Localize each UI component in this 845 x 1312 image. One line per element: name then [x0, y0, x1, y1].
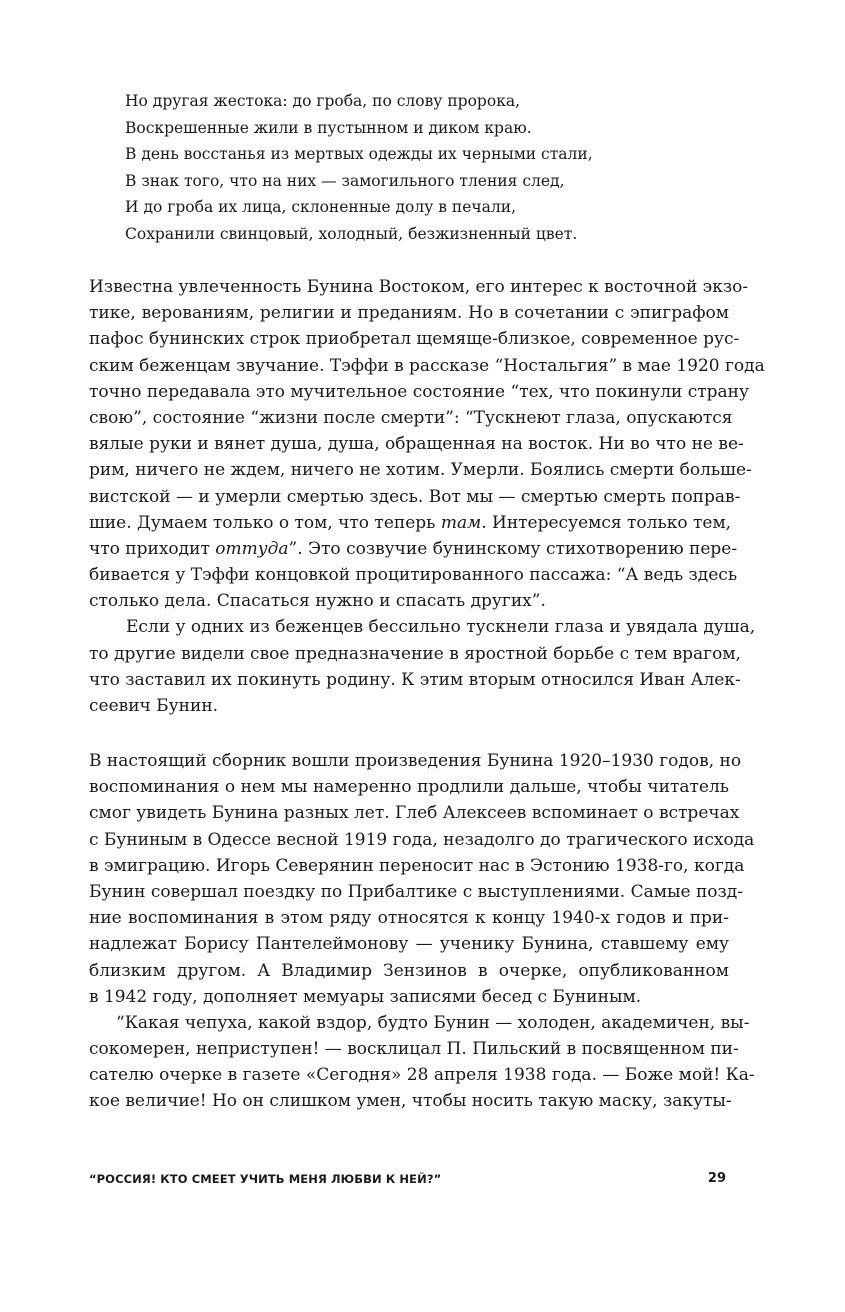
- paragraph: [89, 748, 755, 1010]
- text-line: [89, 536, 738, 562]
- poem-line: В день восстанья из мертвых одежды их черными стали,: [125, 145, 593, 164]
- text-line: Известна увлеченность Бунина Востоком, его интерес к восточной экзо-: [89, 277, 749, 297]
- text-segment: что приходит: [89, 538, 216, 559]
- text-line: Бунин совершал поездку по Прибалтике с выступлениями. Самые позд-: [89, 881, 744, 902]
- paragraph: [89, 274, 765, 614]
- text-line: в 1942 году, дополняет мемуары записями бесед с Буниным.: [89, 986, 642, 1007]
- page-footer: [89, 1172, 729, 1196]
- text-line: столько дела. Спасаться нужно и спасать других”.: [89, 591, 546, 612]
- text-line: воспоминания о нем мы намеренно продлили дальше, чтобы читатель: [89, 777, 729, 798]
- text-line: сокомерен, неприступен! — восклицал П. Пильский в посвященном пи-: [89, 1039, 739, 1060]
- italic-word: там: [440, 512, 482, 533]
- text-line: сателю очерке в газете «Сегодня» 28 апреля 1938 года. — Боже мой! Ка-: [89, 1065, 755, 1086]
- paragraph: [89, 614, 756, 719]
- text-line: свою”, состояние “жизни после смерти”: “Тускнеют глаза, опускаются: [89, 407, 733, 428]
- body-text-block-2: [89, 748, 755, 1115]
- paragraph: [89, 1010, 755, 1115]
- text-line: “Какая чепуха, какой вздор, будто Бунин — холоден, академичен, вы-: [116, 1012, 750, 1033]
- text-line: то другие видели свое предназначение в яростной борьбе с тем врагом,: [89, 643, 741, 664]
- text-line: тике, верованиям, религии и преданиям. Но в сочетании с эпиграфом: [89, 303, 729, 324]
- text-line: Если у одних из беженцев бессильно тускнели глаза и увядала душа,: [126, 617, 756, 638]
- text-line: смог увидеть Бунина разных лет. Глеб Алексеев вспоминает о встречах: [89, 803, 740, 824]
- text-line: вялые руки и вянет душа, душа, обращенная на восток. Ни во что не ве-: [89, 434, 744, 455]
- text-segment: ”. Это созвучие бунинскому стихотворению пере-: [288, 538, 738, 559]
- text-segment: шие. Думаем только о том, что теперь: [89, 512, 441, 533]
- poem-line: В знак того, что на них — замогильного тления след,: [125, 171, 565, 190]
- text-line: точно передавала это мучительное состояние “тех, что покинули страну: [89, 381, 750, 402]
- text-line: кое величие! Но он слишком умен, чтобы носить такую маску, закуты-: [89, 1091, 732, 1112]
- text-line: близким другом. А Владимир Зензинов в очерке, опубликованном: [89, 960, 729, 981]
- poem-line: Но другая жестока: до гроба, по слову пророка,: [125, 92, 521, 110]
- page-number: 29: [707, 1171, 726, 1186]
- poem-line: Воскрешенные жили в пустынном и диком краю.: [125, 118, 532, 137]
- text-line: в эмиграцию. Игорь Северянин переносит нас в Эстонию 1938-го, когда: [89, 855, 745, 876]
- poem-line: Сохранили свинцовый, холодный, безжизненный цвет.: [125, 224, 578, 243]
- poem-line: И до гроба их лица, склоненные долу в печали,: [125, 198, 517, 217]
- text-line: бивается у Тэффи концовкой процитированного пассажа: “А ведь здесь: [89, 565, 738, 586]
- text-line: вистской — и умерли смертью здесь. Вот мы — смертью смерть поправ-: [89, 486, 741, 507]
- text-line: ским беженцам звучание. Тэффи в рассказе “Ностальгия” в мае 1920 года: [89, 355, 765, 376]
- text-segment: . Интересуемся только тем,: [481, 512, 732, 533]
- italic-word: оттуда: [215, 538, 289, 559]
- text-line: с Буниным в Одессе весной 1919 года, незадолго до трагического исхода: [89, 829, 755, 850]
- text-line: рим, ничего не ждем, ничего не хотим. Умерли. Боялись смерти больше-: [89, 460, 752, 481]
- running-title: “РОССИЯ! КТО СМЕЕТ УЧИТЬ МЕНЯ ЛЮБВИ К НЕЙ?”: [89, 1172, 442, 1186]
- text-line: что заставил их покинуть родину. К этим вторым относился Иван Алек-: [89, 669, 741, 690]
- text-line: пафос бунинских строк приобретал щемяще-близкое, современное рус-: [89, 329, 740, 350]
- text-line: В настоящий сборник вошли произведения Бунина 1920–1930 годов, но: [89, 751, 742, 771]
- poem-epigraph: [125, 88, 765, 248]
- body-text-block-1: [89, 274, 765, 719]
- text-line: [89, 510, 732, 536]
- text-line: надлежат Борису Пантелеймонову — ученику Бунина, ставшему ему: [89, 934, 729, 955]
- text-line: ние воспоминания в этом ряду относятся к концу 1940-х годов и при-: [89, 908, 729, 929]
- text-line: сеевич Бунин.: [89, 696, 219, 716]
